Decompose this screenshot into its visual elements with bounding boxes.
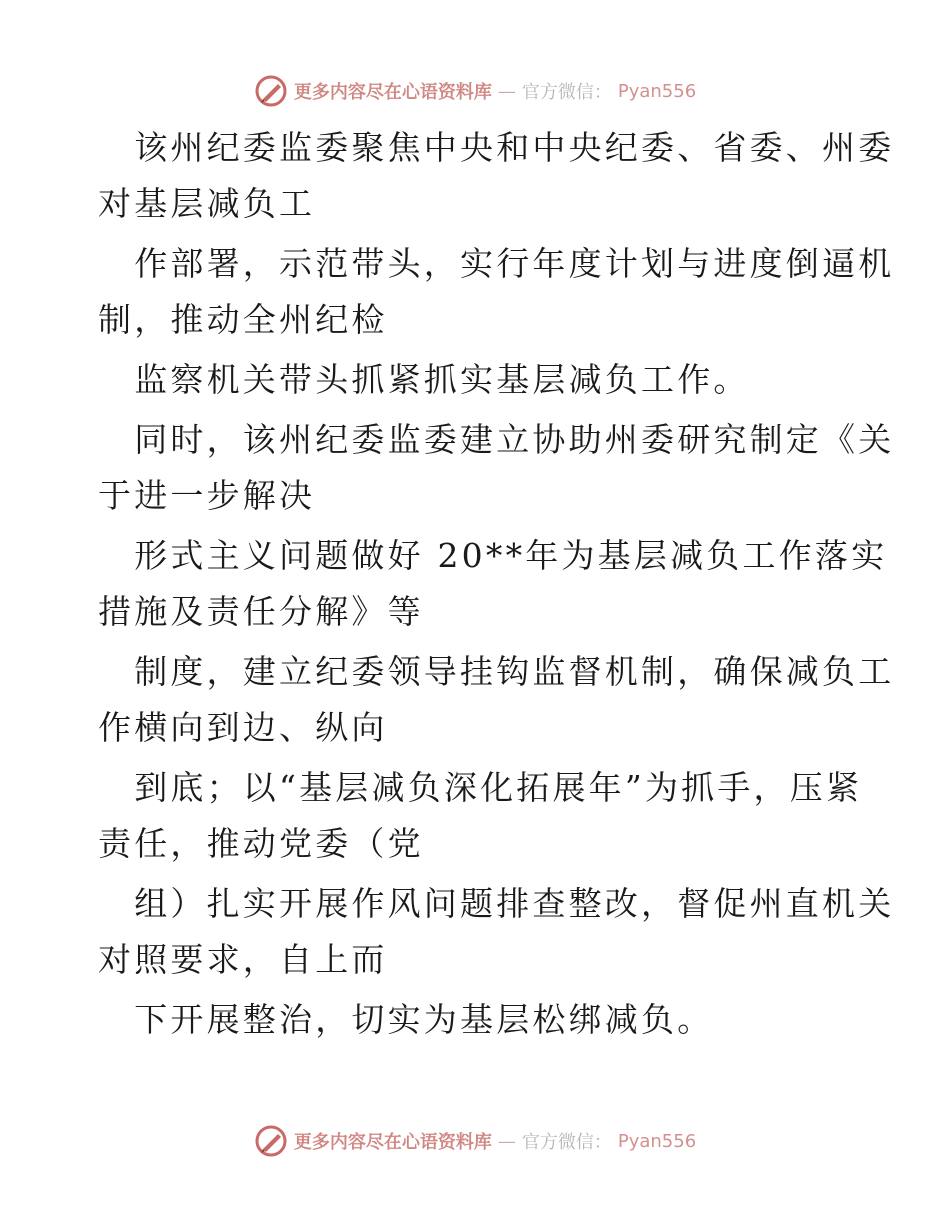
body-line: 责任，推动党委（党 [98, 824, 424, 863]
body-line: 对基层减负工 [98, 184, 316, 223]
header-watermark [0, 74, 950, 108]
pen-logo-icon [254, 1124, 288, 1158]
watermark-wechat-id: Pyan556 [617, 1130, 697, 1152]
watermark-side-text: 官方微信： [521, 82, 612, 103]
body-line: 于进一步解决 [98, 476, 316, 515]
body-line: 组）扎实开展作风问题排查整改，督促州直机关 [98, 884, 895, 923]
body-line: 该州纪委监委聚焦中央和中央纪委、省委、州委 [98, 128, 895, 167]
body-line: 制，推动全州纪检 [98, 300, 388, 339]
body-line: 到底；以“基层减负深化拓展年”为抓手，压紧 [98, 768, 863, 807]
body-line: 对照要求，自上而 [98, 940, 388, 979]
body-line: 同时，该州纪委监委建立协助州委研究制定《关 [98, 420, 895, 459]
body-line: 形式主义问题做好 20**年为基层减负工作落实 [98, 536, 888, 575]
watermark-main-text: 更多内容尽在心语资料库 [293, 1132, 492, 1153]
body-line: 监察机关带头抓紧抓实基层减负工作。 [98, 360, 750, 399]
watermark-separator: — [497, 1130, 516, 1152]
footer-watermark [0, 1124, 950, 1158]
watermark-side-text: 官方微信： [521, 1132, 612, 1153]
watermark-main-text: 更多内容尽在心语资料库 [293, 82, 492, 103]
body-line: 下开展整治，切实为基层松绑减负。 [98, 1000, 714, 1039]
pen-logo-icon [254, 74, 288, 108]
watermark-wechat-id: Pyan556 [617, 80, 697, 102]
body-line: 作部署，示范带头，实行年度计划与进度倒逼机 [98, 244, 895, 283]
body-line: 制度，建立纪委领导挂钩监督机制，确保减负工 [98, 652, 895, 691]
body-line: 措施及责任分解》等 [98, 592, 424, 631]
watermark-separator: — [497, 80, 516, 102]
body-line: 作横向到边、纵向 [98, 708, 388, 747]
